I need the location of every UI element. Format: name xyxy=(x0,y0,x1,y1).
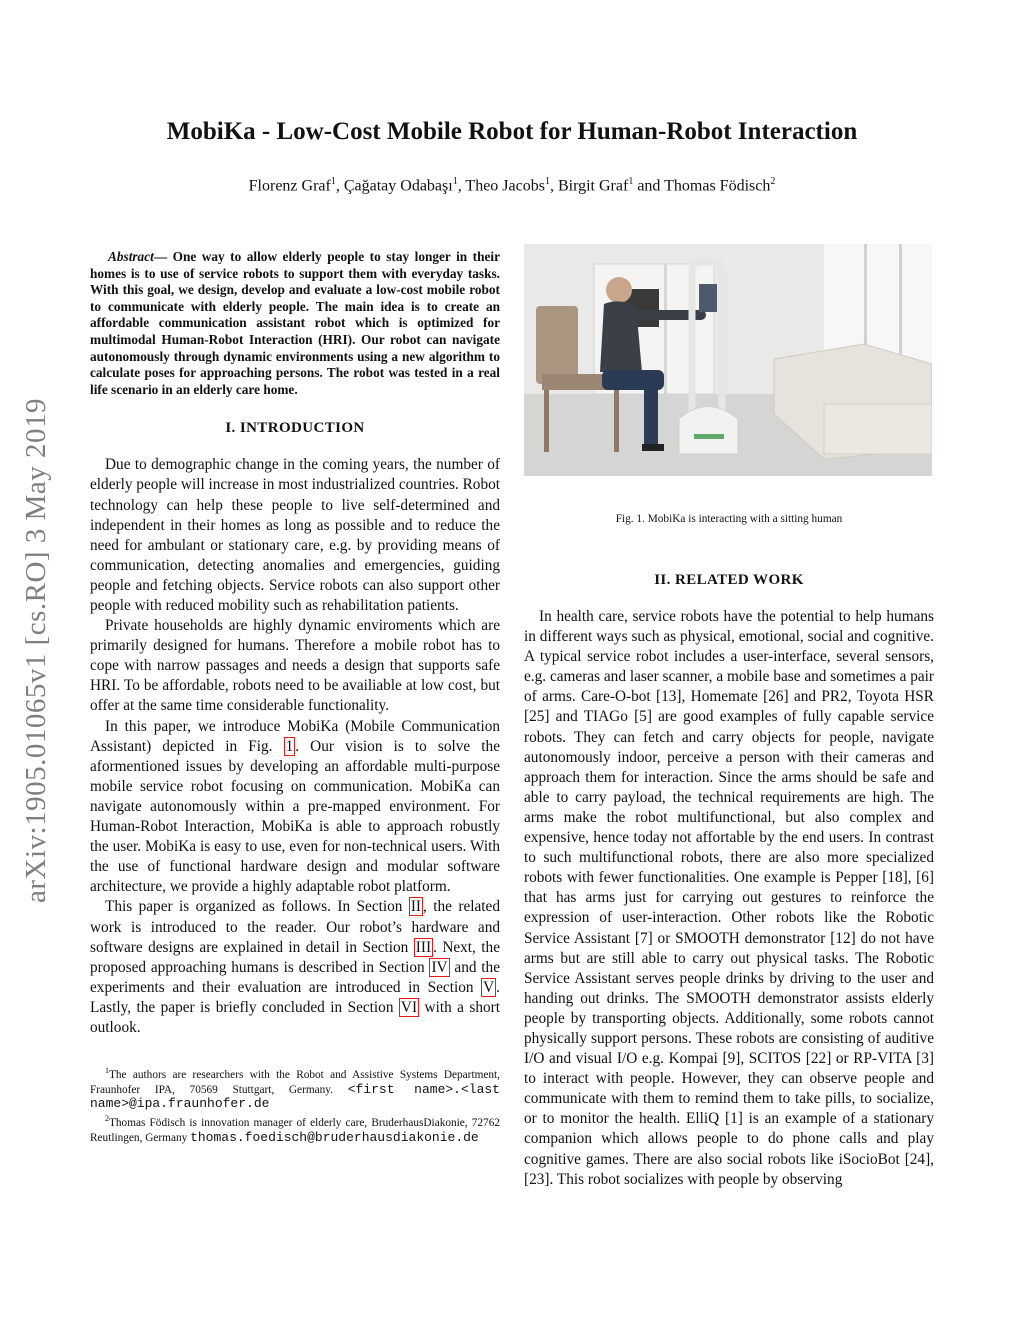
section-reference-link[interactable]: VI xyxy=(400,998,418,1016)
paragraph-text: . Lastly, the paper is briefly concluded in Section xyxy=(90,978,500,1016)
footnote-text: The authors are researchers with the Robot and Assistive Systems Department, Fraunhofer IPA, 70569 Stuttgart, Germany. xyxy=(90,1068,500,1096)
author-name: Florenz Graf xyxy=(248,177,331,195)
footnote-text: Thomas Födisch is innovation manager of elderly care, BruderhausDiakonie, 72762 Reutlingen, Germany xyxy=(90,1116,500,1144)
intro-paragraph-2: Private households are highly dynamic enviroments which are primarily designed for humans. Therefore a mobile robot has to cope with narrow passages and needs a design that supports safe HRI. To be affordable, robots need to be availiable at low cost, but offer at the same time considerable functionality. xyxy=(90,617,500,715)
left-column xyxy=(90,249,500,1146)
author-name: Theo Jacobs xyxy=(465,177,545,195)
robot-interaction-illustration xyxy=(524,244,932,476)
paragraph-text: In this paper, we introduce MobiKa (Mobile Communication Assistant) depicted in Fig. xyxy=(90,717,500,755)
paper-title: MobiKa - Low-Cost Mobile Robot for Human-Robot Interaction xyxy=(166,118,858,145)
author-name: Thomas Födisch xyxy=(664,177,771,195)
footnote-2 xyxy=(90,1112,500,1145)
affiliation-mark: 2 xyxy=(770,176,776,187)
paragraph-text: , the related work is introduced to the reader. Our robot’s hardware and software designs are explained in detail in Section xyxy=(90,898,500,956)
arxiv-identifier: arXiv:1905.01065v1 [cs.RO] 3 May 2019 xyxy=(19,397,52,903)
paragraph-text: and the experiments and their evaluation are introduced in Section xyxy=(90,958,500,996)
footnote-mark: 1 xyxy=(105,1066,109,1076)
abstract-label: Abstract xyxy=(108,249,154,264)
footnotes xyxy=(90,1064,500,1146)
affiliation-mark: 1 xyxy=(452,176,458,187)
intro-paragraph-1: Due to demographic change in the coming years, the number of elderly people will increase in most industrialized countries. Robot technology can help these people to live self-determined and independent in their homes as long as possible and to reduce the need for ambulant or stationary care, e.g. by providing means of communication, detecting anomalies and emergencies, guiding people and fetching objects. Service robots can also support other people with reduced mobility such as rehabilitation patients. xyxy=(90,456,500,614)
author-name: Birgit Graf xyxy=(557,177,629,195)
paragraph-text: . Our vision is to solve the aformentioned issues by developing an affordable multi-purpose mobile service robot focusing on communication. MobiKa can navigate autonomously within a pre-mapped environment. For Human-Robot Interaction, MobiKa is able to approach robustly the user. MobiKa is easy to use, even for non-technical users. With the use of functional hardware design and modular software architecture, we provide a highly adaptable robot platform. xyxy=(90,737,500,896)
affiliation-mark: 1 xyxy=(628,176,634,187)
section-reference-link[interactable]: II xyxy=(410,898,422,916)
footnote-1 xyxy=(90,1064,500,1112)
figure-1-photo xyxy=(524,244,932,476)
right-column xyxy=(524,244,934,1190)
abstract-text: One way to allow elderly people to stay longer in their homes is to use of service robots to support them with everyday tasks. With this goal, we design, develop and evaluate a low-cost mobile robot to communicate with elderly people. The main idea is to create an affordable communication assistant robot which is optimized for multimodal Human-Robot Interaction (HRI). Our robot can navigate autonomously through dynamic environments using a new algorithm to calculate poses for approaching persons. The robot was tested in a real life scenario in an elderly care home. xyxy=(90,249,500,397)
figure-reference-link[interactable]: 1 xyxy=(285,737,294,755)
author-name: Çağatay Odabaşı xyxy=(343,177,453,195)
abstract: Abstract— One way to allow elderly people to stay longer in their homes is to use of service robots to support them with everyday tasks. With this goal, we design, develop and evaluate a low-cost mobile robot to communicate with elderly people. The main idea is to create an affordable communication assistant robot which is optimized for multimodal Human-Robot Interaction (HRI). Our robot can navigate autonomously through dynamic environments using a new algorithm to calculate poses for approaching persons. The robot was tested in a real life scenario in an elderly care home. xyxy=(90,249,500,397)
section-heading-introduction: I. INTRODUCTION xyxy=(225,420,365,437)
footnote-email: <first name>.<last name>@ipa.fraunhofer.de xyxy=(90,1081,500,1112)
footnote-email: thomas.foedisch@bruderhausdiakonie.de xyxy=(190,1129,479,1145)
intro-paragraph-3 xyxy=(90,717,500,898)
intro-paragraph-4 xyxy=(90,897,500,1038)
paragraph-text: . Next, the proposed approaching humans is described in Section xyxy=(90,938,500,976)
affiliation-mark: 1 xyxy=(544,176,550,187)
author-list: Florenz Graf$^1$, Çağatay Odabaşı$^1$, Theo Jacobs$^1$, Birgit Graf$^1$ and Thomas Födisch$^2$ xyxy=(248,176,776,195)
affiliation-mark: 1 xyxy=(330,176,336,187)
figure-caption: Fig. 1. MobiKa is interacting with a sitting human xyxy=(615,513,843,525)
paragraph-text: This paper is organized as follows. In Section xyxy=(105,898,409,916)
section-reference-link[interactable]: IV xyxy=(431,958,448,976)
paragraph-text: with a short outlook. xyxy=(90,998,500,1036)
arxiv-sidebar xyxy=(4,340,68,960)
footnote-mark: 2 xyxy=(105,1114,109,1124)
section-reference-link[interactable]: V xyxy=(483,978,495,996)
section-heading-related-work: II. RELATED WORK xyxy=(654,572,804,588)
section-reference-link[interactable]: III xyxy=(415,938,432,956)
related-work-paragraph: In health care, service robots have the potential to help humans in different ways such as physical, emotional, social and cognitive. A typical service robot includes a user-interface, several sensors, e.g. cameras and laser scanner, a mobile base and sometimes a pair of arms. Care-O-bot [13], Homemate [26] and PR2, Toyota HSR [25] and TIAGo [5] are good examples of fully capable service robots. They can fetch and carry objects for people, navigate autonomously indoor, perceive a person with their cameras and approach them for interaction. Since the arms should be safe and able to carry payload, the technical requirements are high. The arms make the robot multifunctional, but also complex and expensive, hence today not affortable by the end users. In contrast to such multifunctional robots, there are also more specialized robots with fewer functionalities. One example is Pepper [18], [6] that has arms just for carrying out gestures to reinforce the expression of user-interaction. Other robots like the Robotic Service Assistant [7] or SMOOTH demonstrator [12] do not have arms but are still able to carry out physical tasks. The Robotic Service Assistant serves people drinks by driving to the user and handing out drinks. The SMOOTH demonstrator assists elderly people by transporting objects. Additionally, some robots cannot physically support persons. These robots are consisting of auditive I/O and visual I/O e.g. Kompai [9], SCITOS [22] or RP-VITA [3] to interact with people. However, they can observe people and communicate with them to remind them to take pills, to socialize, or to monitor the health. ElliQ [1] is an example of a stationary companion which allows people to do phone calls and play cognitive games. There are also social robots like iSocioBot [24], [23]. This robot socializes with people by observing xyxy=(524,608,934,1188)
